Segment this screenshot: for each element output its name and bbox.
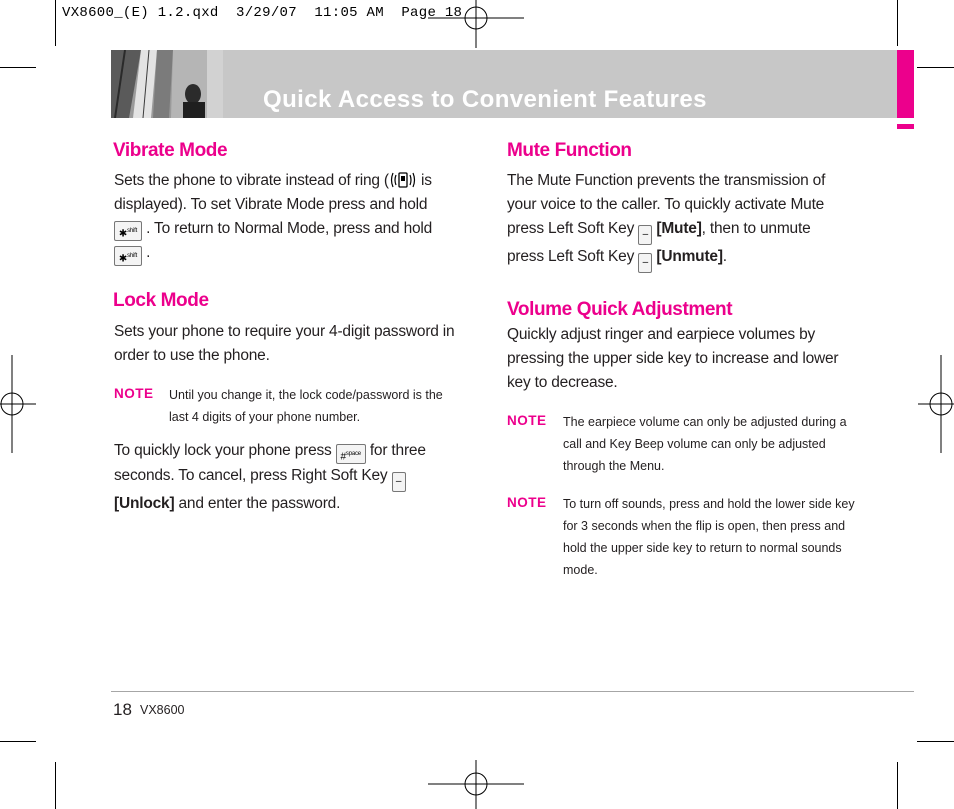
volume-note-2-text: To turn off sounds, press and hold the lower side key for 3 seconds when the flip is open, then press and hold the upper side key to return to normal sounds mode. <box>563 497 855 577</box>
registration-mark-right <box>918 355 954 453</box>
registration-mark-bottom <box>428 760 524 809</box>
mute-function-text: The Mute Function prevents the transmission of your voice to the caller. To quickly activate Mute press Left Soft Key – [Mute], then to unmute press Left Soft Key – [Unmute]. <box>507 169 867 273</box>
registration-mark-left <box>0 355 36 453</box>
crop-mark <box>897 762 898 809</box>
star-key-icon: ✱$^{shift}$ <box>114 246 142 266</box>
mute-function-heading: Mute Function <box>507 140 632 161</box>
page-title: Quick Access to Convenient Features <box>263 86 707 113</box>
volume-adjustment-heading: Volume Quick Adjustment <box>507 299 733 320</box>
crop-mark <box>917 67 954 68</box>
note-label: NOTE <box>507 495 547 510</box>
hash-key-icon: #$^{space}$ <box>336 444 366 464</box>
note-label: NOTE <box>114 386 154 401</box>
crop-mark <box>0 741 36 742</box>
crop-mark <box>55 0 56 46</box>
registration-mark-top <box>428 0 524 48</box>
print-slug: VX8600_(E) 1.2.qxd 3/29/07 11:05 AM Page 18 <box>62 5 463 21</box>
volume-note-1-text: The earpiece volume can only be adjusted during a call and Key Beep volume can only be adjusted through the Menu. <box>563 415 847 473</box>
note-label: NOTE <box>507 413 547 428</box>
accent-tab <box>897 50 914 118</box>
model-name: VX8600 <box>140 703 185 717</box>
crop-mark <box>917 741 954 742</box>
crop-mark <box>55 762 56 809</box>
right-soft-key-icon: – <box>392 472 406 492</box>
left-soft-key-icon: – <box>638 253 652 273</box>
volume-adjustment-text: Quickly adjust ringer and earpiece volumes by pressing the upper side key to increase and lower key to decrease. <box>507 326 839 391</box>
lock-quick-text: To quickly lock your phone press #$^{space}$ for three seconds. To cancel, press Right Soft Key – [Unlock] and enter the password. <box>114 442 426 512</box>
accent-rule <box>897 124 914 129</box>
footer-rule <box>111 691 914 692</box>
left-soft-key-icon: – <box>638 225 652 245</box>
banner-photo <box>111 50 223 118</box>
crop-mark <box>0 67 36 68</box>
page-number: 18 <box>113 700 132 719</box>
vibrate-icon <box>389 170 417 190</box>
vibrate-mode-text: Sets the phone to vibrate instead of ring ( is displayed). To set Vibrate Mode press and hold ✱$^{shift}$ . To return to Normal Mode, press and hold ✱$^{shift}$ . <box>114 172 433 265</box>
vibrate-mode-heading: Vibrate Mode <box>113 140 228 161</box>
star-key-icon: ✱$^{shift}$ <box>114 221 142 241</box>
crop-mark <box>897 0 898 46</box>
lock-mode-heading: Lock Mode <box>113 290 209 311</box>
lock-note-text: Until you change it, the lock code/password is the last 4 digits of your phone number. <box>169 388 443 424</box>
lock-mode-text: Sets your phone to require your 4-digit password in order to use the phone. <box>114 323 455 364</box>
